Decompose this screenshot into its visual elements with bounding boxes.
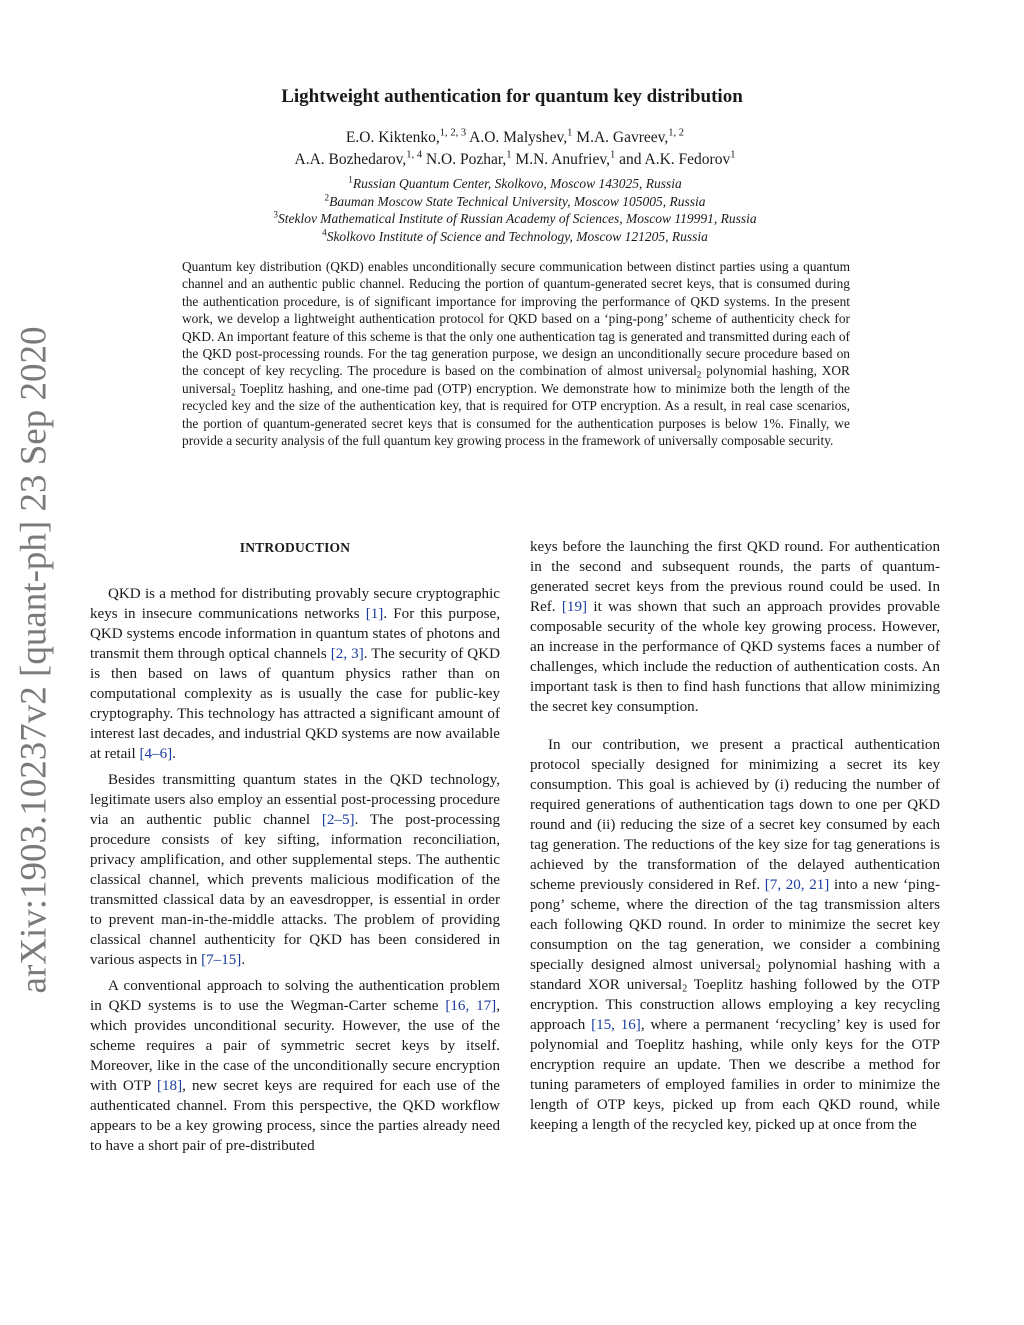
paragraph (90, 770, 500, 970)
citation-link[interactable]: [16, 17] (445, 998, 497, 1014)
author-line-1 (150, 127, 880, 149)
paragraph-text: QKD is a method for distributing provably secure cryptographic keys in insecure communications networks (90, 586, 500, 622)
author-name: A.A. Bozhedarov, (294, 151, 407, 168)
author-name: E.O. Kiktenko, (345, 129, 440, 146)
abstract (182, 258, 850, 449)
arxiv-identifier-text: arXiv:1903.10237v2 [quant-ph] 23 Sep 2020 (13, 326, 55, 994)
affiliation-number: 3 (273, 209, 278, 220)
author-name: A.O. Malyshev, (469, 129, 568, 146)
paragraph-text: , new secret keys are required for each use of the authenticated channel. From this perspective, the QKD workflow appears to be a key growing process, since the parties already need to have a short pair of pre-distributed (90, 1078, 500, 1154)
author-affiliation-mark: 1 (506, 149, 512, 161)
affiliation-item (150, 228, 880, 246)
affiliation-number: 4 (322, 227, 327, 237)
paragraph-text: , which provides unconditional security. However, the use of the scheme requires a pair of symmetric secret keys by itself. Moreover, like in the case of the unconditionally secure encryption with OTP (90, 998, 500, 1094)
affiliation-number: 2 (324, 192, 330, 202)
paper-title: Lightweight authentication for quantum key distribution (281, 86, 743, 107)
author-name: M.N. Anufriev, (515, 151, 610, 168)
paragraph-text: , where a permanent ‘recycling’ key is used for polynomial and Toeplitz hashing, while only keys for the OTP encryption require an update. Then we describe a method for tuning parameters of employed families in order to minimize the length of OTP keys, picked up from each QKD round, while keeping a length of the recycled key, picked up at once from the (530, 1017, 940, 1133)
author-affiliation-mark: 1 (730, 149, 736, 161)
affiliation-item (150, 193, 880, 211)
citation-link[interactable]: [19] (561, 599, 588, 615)
abstract-text: Quantum key distribution (QKD) enables unconditionally secure communication between distinct parties using a quantum channel and an authentic public channel. Reducing the portion of quantum-generated secret keys, that is consumed during the authentication procedure, is of significant importance for improving the performance of QKD systems. In the present work, we develop a lightweight authentication protocol for QKD based on a ‘ping-pong’ scheme of authenticity check for QKD. An important feature of this scheme is that the only one authentication tag is generated and transmitted during each of the QKD post-processing rounds. For the tag generation purpose, we design an unconditionally secure procedure based on the concept of key recycling. The procedure is based on the combination of almost universal (182, 259, 850, 379)
affiliation-text: Steklov Mathematical Institute of Russian Academy of Sciences, Moscow 119991, Russia (277, 211, 757, 226)
affiliation-number: 1 (348, 174, 353, 185)
citation-link[interactable]: [7–15] (201, 952, 242, 968)
abstract-text: Toeplitz hashing, and one-time pad (OTP) encryption. We demonstrate how to minimize both the length of the recycled key and the size of the authentication key, that is required for OTP encryption. As a result, in real case scenarios, the portion of quantum-generated secret keys that is consumed for the authentication purposes is below 1%. Finally, we provide a security analysis of the full quantum key growing process in the framework of universally composable security. (182, 380, 850, 449)
paragraph (90, 976, 500, 1156)
author-affiliation-mark: 1, 2 (668, 127, 685, 139)
affiliation-text: Bauman Moscow State Technical University, Moscow 105005, Russia (329, 193, 706, 209)
paragraph-text: Besides transmitting quantum states in the QKD technology, legitimate users also employ an essential post-processing procedure via an authentic public channel (90, 772, 500, 828)
paragraph-text: keys before the launching the first QKD round. For authentication in the second and subsequent rounds, the parts of quantum-generated secret keys from the previous round could be used. In Ref. (530, 539, 940, 615)
author-name: N.O. Pozhar, (425, 151, 507, 168)
affiliation-item (150, 175, 880, 193)
left-column (90, 536, 500, 1156)
paragraph-text: . For this purpose, QKD systems encode information in quantum states of photons and transmit them through optical channels (90, 606, 500, 662)
paragraph-text: into a new ‘ping-pong’ scheme, where the direction of the tag transmission alters each following QKD round. In order to minimize the secret key consumption on the tag generation, we consider a combining specially designed almost universal (530, 877, 940, 973)
paragraph-text: . (172, 746, 176, 762)
affiliation-text: Russian Quantum Center, Skolkovo, Moscow 143025, Russia (352, 176, 682, 191)
author-affiliation-mark: 1 (567, 127, 573, 139)
paragraph (530, 735, 940, 1135)
subscript: 2 (755, 963, 761, 975)
citation-link[interactable]: [4–6] (139, 746, 173, 762)
paragraph-text: it was shown that such an approach provides provable composable security of the whole key growing process. However, an increase in the performance of QKD systems faces a number of challenges, which include the reduction of authentication costs. An important task is then to find hash functions that allow minimizing the secret key consumption. (530, 599, 940, 715)
paragraph-text: . (241, 952, 246, 968)
abstract-text: polynomial hashing, XOR universal (182, 363, 850, 396)
citation-link[interactable]: [18] (156, 1078, 183, 1094)
author-line-2 (150, 149, 880, 171)
author-list (150, 127, 880, 171)
citation-link[interactable]: [7, 20, 21] (764, 877, 830, 893)
affiliation-list (150, 175, 880, 245)
paragraph-text: polynomial hashing with a standard XOR universal (530, 957, 940, 993)
section-heading-introduction: INTRODUCTION (239, 540, 351, 555)
author-affiliation-mark: 1 (610, 149, 616, 161)
affiliation-item (150, 210, 880, 228)
citation-link[interactable]: [2, 3] (330, 646, 364, 662)
paragraph-text: Toeplitz hashing followed by the OTP encryption. This construction allows employing a key recycling approach (530, 977, 941, 1033)
arxiv-identifier-stamp (4, 326, 64, 994)
paragraph-text: . The security of QKD is then based on laws of quantum physics rather than on computational complexity as is usually the case for public-key cryptography. This technology has attracted a significant amount of interest last decades, and industrial QKD systems are now available at retail (90, 646, 500, 762)
paragraph-text: A conventional approach to solving the authentication problem in QKD systems is to use the Wegman-Carter scheme (90, 978, 500, 1014)
right-column (530, 537, 940, 1135)
citation-link[interactable]: [1] (365, 606, 384, 622)
paragraph (530, 537, 940, 717)
author-affiliation-mark: 1, 4 (406, 149, 423, 161)
paragraph-text: . The post-processing procedure consists of key sifting, information reconciliation, privacy amplification, and other supplemental steps. The authentic classical channel, which prevents malicious modification of the transmitted classical data by an eavesdropper, is essential in order to prevent man-in-the-middle attacks. The problem of providing classical channel authenticity for QKD has been considered in various aspects in (90, 812, 500, 968)
author-name: M.A. Gavreev, (576, 129, 669, 146)
subscript: 2 (682, 983, 688, 995)
author-name: and A.K. Fedorov (619, 151, 731, 168)
paragraph-text: In our contribution, we present a practical authentication protocol specially designed for minimizing a secret its key consumption. This goal is achieved by (i) reducing the number of required generations of authentication tags down to one per QKD round and (ii) reducing the size of a secret key consumed by each tag generation. The reductions of the key size for tag generations is achieved by the transformation of the delayed authentication scheme previously considered in Ref. (530, 737, 940, 893)
subscript: 2 (231, 387, 236, 398)
affiliation-text: Skolkovo Institute of Science and Technology, Moscow 121205, Russia (326, 228, 708, 244)
citation-link[interactable]: [2–5] (321, 812, 355, 828)
author-affiliation-mark: 1, 2, 3 (439, 127, 467, 139)
citation-link[interactable]: [15, 16] (591, 1017, 641, 1033)
paragraph (90, 584, 500, 764)
subscript: 2 (696, 369, 702, 380)
